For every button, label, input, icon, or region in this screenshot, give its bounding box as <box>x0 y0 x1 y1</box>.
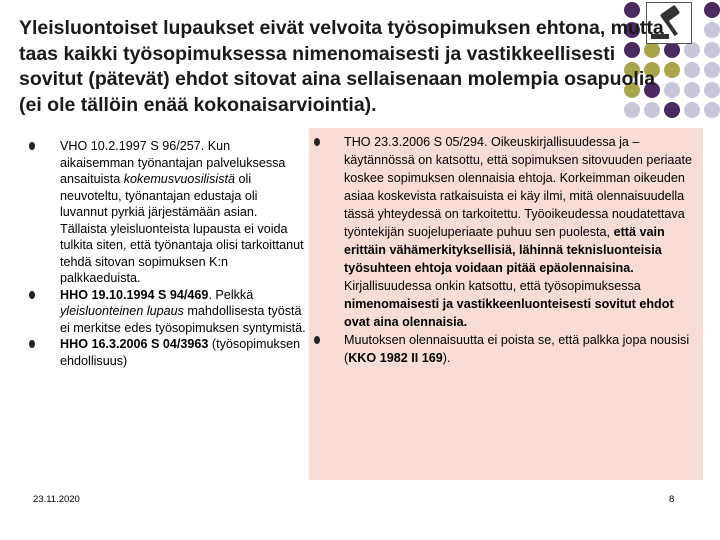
footer-date: 23.11.2020 <box>33 494 80 505</box>
list-item: VHO 10.2.1997 S 96/257. Kun aikaisemman työnantajan palveluksessa ansaituista kokemusvuosilisistä oli neuvoteltu, työnantajan edustaja oli luvannut pyrkiä järjestämään asian. Tällaista yleisluonteista lupausta ei voida tulkita siten, että työnantaja olisi tarkoittanut tehdä sitovan sopimuksen K:n palkkaeduista. <box>26 138 306 287</box>
decorative-dot <box>684 62 700 78</box>
bullet-icon <box>29 340 35 348</box>
decorative-dot <box>704 22 720 38</box>
decorative-dot <box>704 2 720 18</box>
left-column <box>26 138 306 369</box>
decorative-dot <box>704 62 720 78</box>
case-reference: HHO 19.10.1994 S 94/469 <box>60 287 209 302</box>
slide-title: Yleisluontoiset lupaukset eivät velvoita työsopimuksen ehtona, mutta taas kaikki työsopimuksessa nimenomaisesti ja vastikkeellisesti sovitut (pätevät) ehdot sitovat aina sellaisenaan molempia osapuolia (ei ole tällöin enää kokonaisarviointia). <box>19 17 664 116</box>
case-reference: HHO 16.3.2006 S 04/3963 <box>60 337 209 351</box>
bullet-icon <box>314 336 320 344</box>
bullet-icon <box>314 138 320 146</box>
right-column <box>314 133 694 367</box>
bullet-icon <box>29 142 35 150</box>
list-item: HHO 19.10.1994 S 94/469. Pelkkä yleisluonteinen lupaus mahdollisesta työstä ei merkitse edes työsopimuksen syntymistä. <box>26 287 306 337</box>
list-item: Muutoksen olennaisuutta ei poista se, että palkka jopa nousisi (KKO 1982 II 169). <box>314 331 694 367</box>
bullet-icon <box>29 291 35 299</box>
page-number: 8 <box>669 494 675 505</box>
decorative-dot <box>684 82 700 98</box>
decorative-dot <box>704 42 720 58</box>
list-item: HHO 16.3.2006 S 04/3963 (työsopimuksen ehdollisuus) <box>26 336 306 369</box>
case-reference: THO 23.3.2006 S 05/294. <box>344 135 488 149</box>
case-reference: VHO 10.2.1997 S 96/257. <box>60 139 205 153</box>
decorative-dot <box>684 102 700 118</box>
decorative-dot <box>704 102 720 118</box>
list-item: THO 23.3.2006 S 05/294. Oikeuskirjallisuudessa ja –käytännössä on katsottu, että sopimuksen sitovuuden periaate koskee sopimuksen olennaisia ehtoja. Korkeimman oikeuden asiaa koskevista ratkaisuista ei käy ilmi, mitä olennaisuudella tässä yhteydessä on tarkoitettu. Työoikeudessa noudatettava työntekijän suojeluperiaate puhuu sen puolesta, että vain erittäin vähämerkityksellisiä, lähinnä teknisluonteisia työsuhteen ehtoja voidaan pitää epäolennaisina. Kirjallisuudessa onkin katsottu, että työsopimuksessa nimenomaisesti ja vastikkeenluonteisesti sovitut ehdot ovat aina olennaisia. <box>314 133 694 331</box>
decorative-dot <box>704 82 720 98</box>
